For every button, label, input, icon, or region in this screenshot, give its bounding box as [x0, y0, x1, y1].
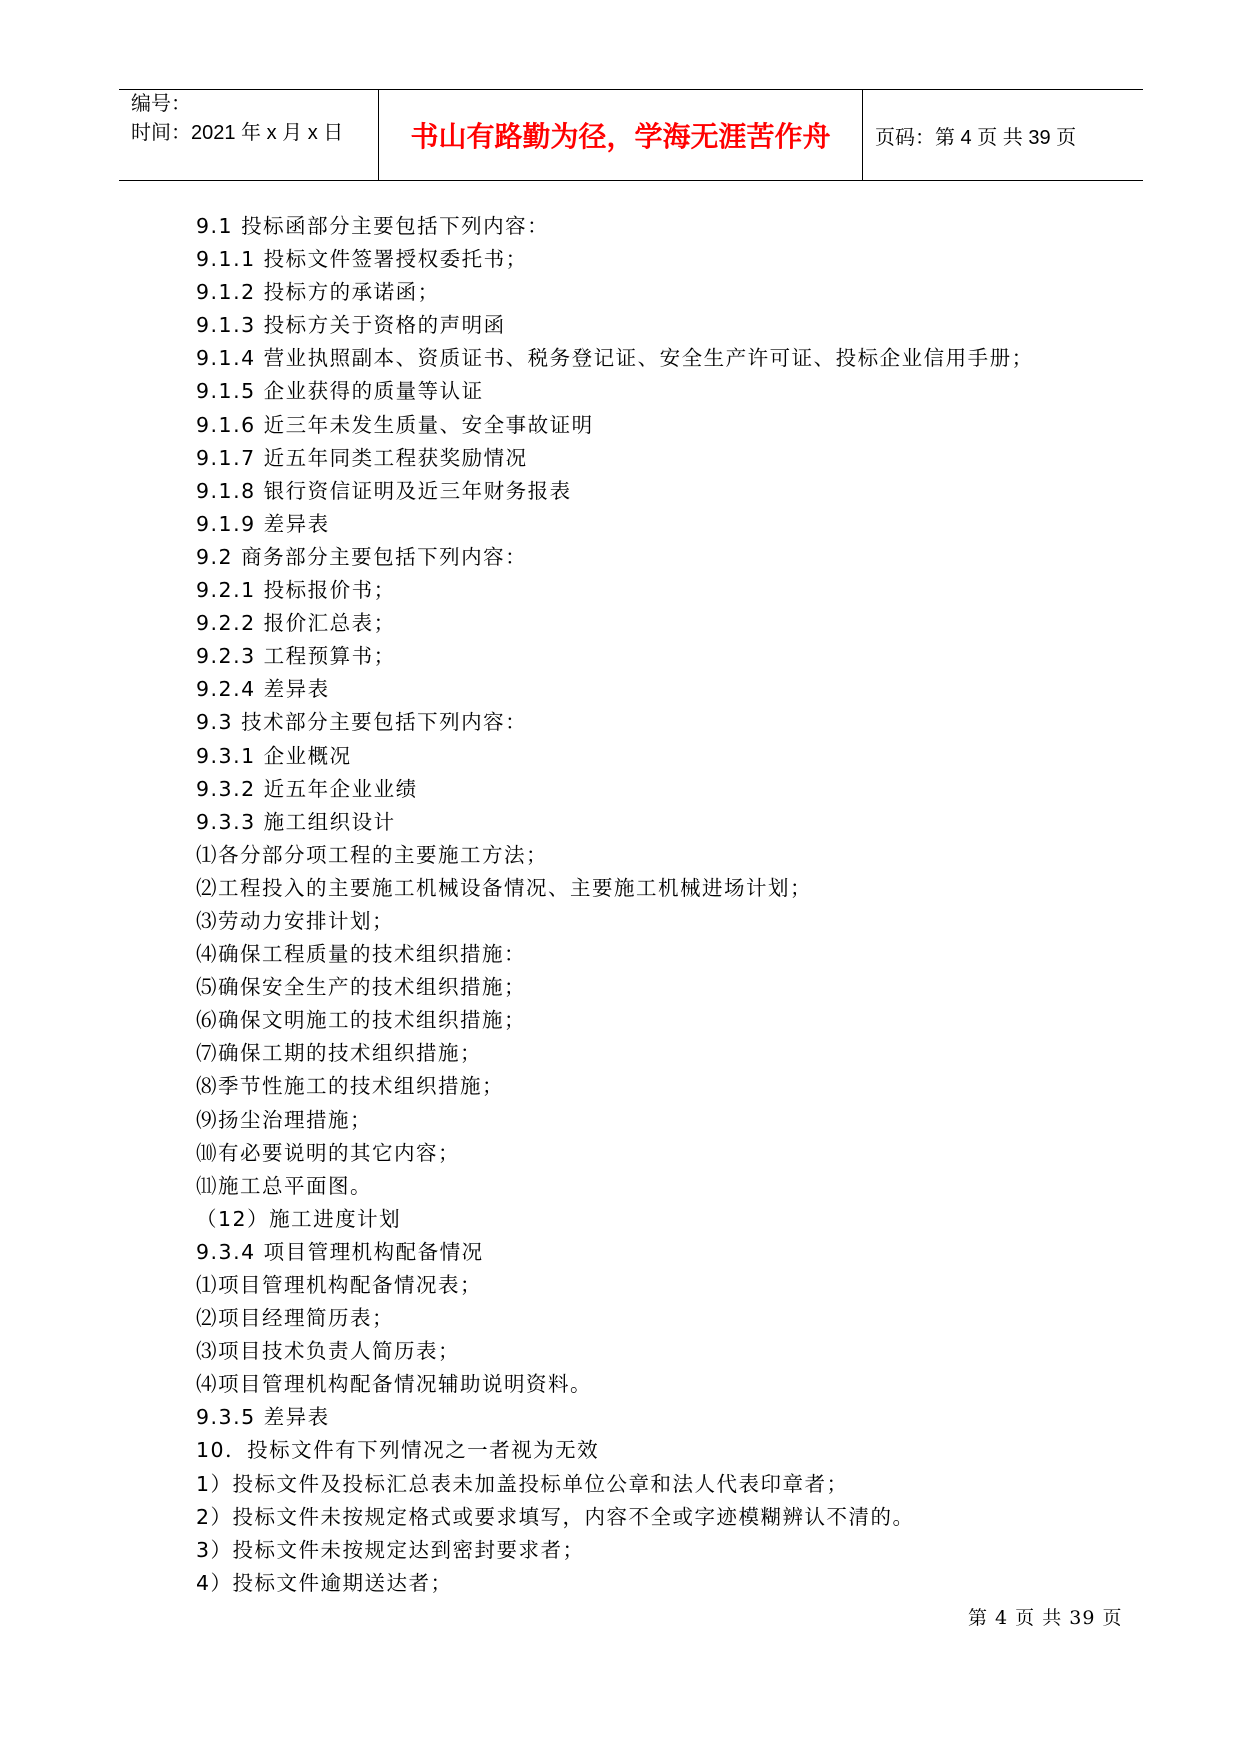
text-line: 9.1.9 差异表 — [196, 511, 330, 536]
header-left-cell — [119, 90, 378, 180]
text-line: 9.1 投标函部分主要包括下列内容： — [196, 214, 550, 238]
text-line: ⑵工程投入的主要施工机械设备情况、主要施工机械进场计划； — [196, 875, 812, 900]
text-line: 9.3.2 近五年企业业绩 — [196, 776, 418, 801]
page-footer: 第 4 页 共 39 页 — [968, 1607, 1123, 1629]
text-line: ⑺确保工期的技术组织措施； — [196, 1041, 482, 1066]
text-line: 3）投标文件未按规定达到密封要求者； — [196, 1537, 585, 1562]
text-line: （12）施工进度计划 — [196, 1206, 402, 1231]
header-motto-cell — [378, 90, 863, 180]
header-motto: 书山有路勤为径，学海无涯苦作舟 — [410, 120, 831, 153]
text-line: 9.1.5 企业获得的质量等认证 — [196, 379, 484, 404]
text-line: ⑶劳动力安排计划； — [196, 908, 394, 933]
text-line: 1）投标文件及投标汇总表未加盖投标单位公章和法人代表印章者； — [196, 1471, 849, 1496]
header-page-info: 页码：第 4 页 共 39 页 — [875, 126, 1077, 149]
text-line: ⑷确保工程质量的技术组织措施： — [196, 942, 526, 967]
text-line: 9.1.4 营业执照副本、资质证书、税务登记证、安全生产许可证、投标企业信用手册； — [196, 346, 1034, 371]
text-line: 9.2.2 报价汇总表； — [196, 611, 396, 636]
text-line: 2）投标文件未按规定格式或要求填写，内容不全或字迹模糊辨认不清的。 — [196, 1504, 915, 1529]
text-line: 9.3.4 项目管理机构配备情况 — [196, 1239, 484, 1264]
text-line: ⑴项目管理机构配备情况表； — [196, 1273, 482, 1297]
text-line: 9.1.7 近五年同类工程获奖励情况 — [196, 445, 528, 470]
text-line: 9.3 技术部分主要包括下列内容： — [196, 710, 528, 735]
text-line: ⑼扬尘治理措施； — [196, 1107, 372, 1132]
text-line: ⑸确保安全生产的技术组织措施； — [196, 975, 526, 1000]
text-line: 9.3.3 施工组织设计 — [196, 809, 396, 834]
document-body — [196, 210, 1126, 1600]
text-line: 9.2.4 差异表 — [196, 677, 330, 702]
text-line: ⑷项目管理机构配备情况辅助说明资料。 — [196, 1372, 592, 1397]
page-header — [119, 89, 1143, 181]
document-number-label: 编号： — [131, 93, 191, 115]
text-line: ⑾施工总平面图。 — [196, 1173, 372, 1198]
text-line: ⑻季节性施工的技术组织措施； — [196, 1074, 504, 1099]
text-line: 9.1.8 银行资信证明及近三年财务报表 — [196, 478, 572, 503]
text-line: 9.2.3 工程预算书； — [196, 644, 396, 669]
text-line: ⑴各分部分项工程的主要施工方法； — [196, 842, 548, 867]
text-line: 9.1.2 投标方的承诺函； — [196, 280, 440, 305]
text-line: 4）投标文件逾期送达者； — [196, 1570, 453, 1595]
text-line: ⑶项目技术负责人简历表； — [196, 1339, 460, 1364]
text-line: 9.1.3 投标方关于资格的声明函 — [196, 313, 506, 338]
text-line: 10．投标文件有下列情况之一者视为无效 — [196, 1438, 600, 1463]
document-date: 时间：2021 年 x 月 x 日 — [131, 122, 344, 144]
text-line: 9.1.1 投标文件签署授权委托书； — [196, 247, 528, 272]
text-line: 9.2.1 投标报价书； — [196, 578, 396, 603]
text-line: ⑹确保文明施工的技术组织措施； — [196, 1008, 526, 1033]
text-line: ⑵项目经理简历表； — [196, 1306, 394, 1331]
text-line: 9.2 商务部分主要包括下列内容： — [196, 544, 528, 569]
text-line: 9.3.1 企业概况 — [196, 743, 352, 768]
text-line: ⑽有必要说明的其它内容； — [196, 1140, 460, 1165]
header-right-cell — [863, 90, 1143, 180]
text-line: 9.3.5 差异表 — [196, 1405, 330, 1430]
text-line: 9.1.6 近三年未发生质量、安全事故证明 — [196, 412, 594, 437]
